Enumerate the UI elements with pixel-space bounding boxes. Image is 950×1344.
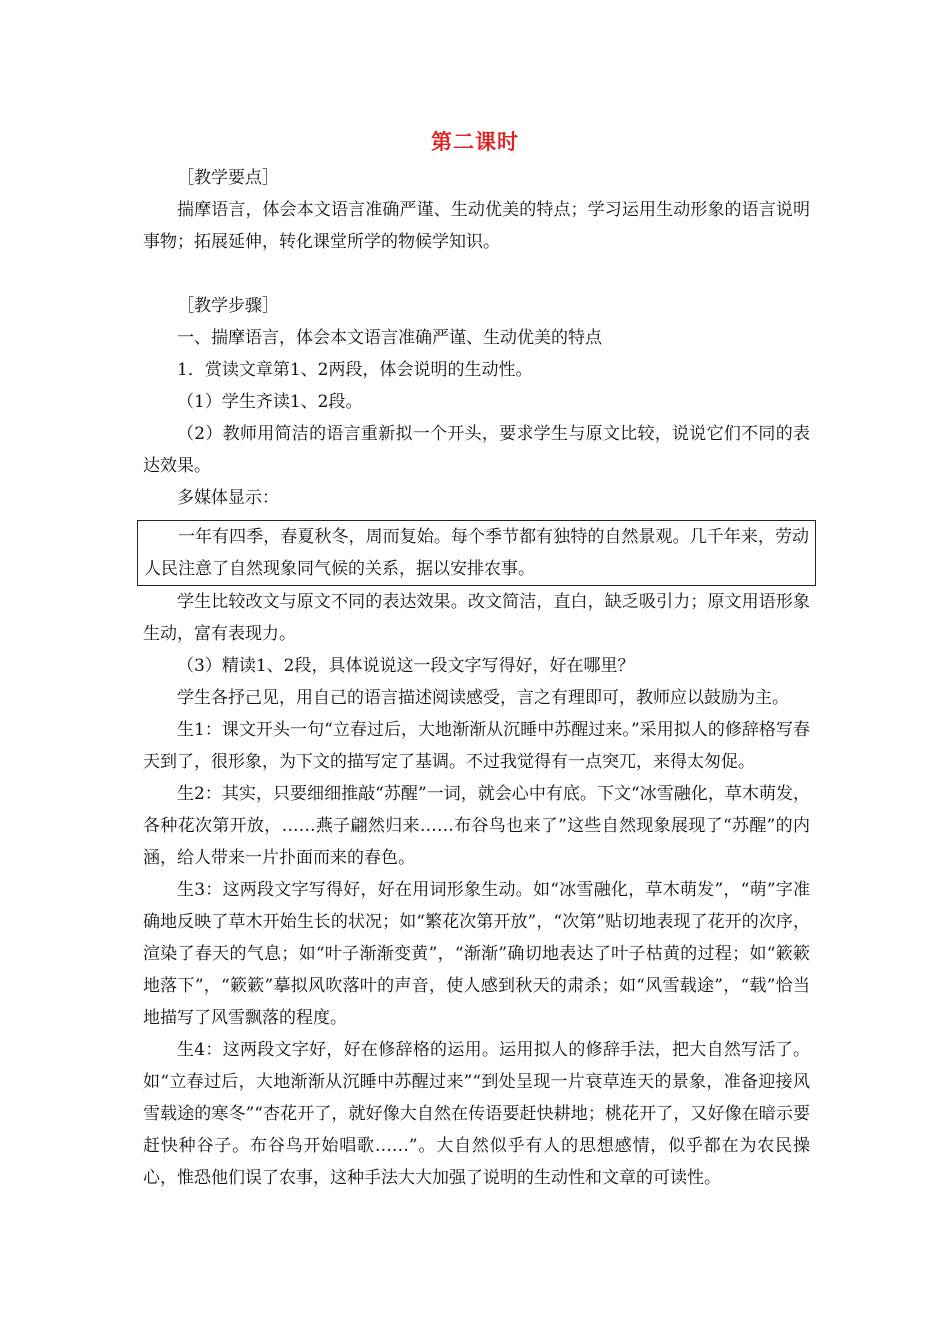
student-answer: 生4：这两段文字好，好在修辞格的运用。运用拟人的修辞手法，把大自然写活了。如“立春过后，大地渐渐从沉睡中苏醒过来”“到处呈现一片衰草连天的景象，准备迎接风雪载途的寒冬”“杏花开了，就好像大自然在传语要赶快耕地；桃花开了，又好像在暗示要赶快种谷子。布谷鸟开始唱歌……”。大自然似乎有人的思想感情，似乎都在为农民操心，惟恐他们误了农事，这种手法大大加强了说明的生动性和文章的可读性。 xyxy=(143,1040,810,1188)
student-answer: 生3：这两段文字写得好，好在用词形象生动。如“冰雪融化，草木萌发”，“萌”字准确地反映了草木开始生长的状况；如“繁花次第开放”，“次第”贴切地表现了花开的次序，渲染了春天的气息；如“叶子渐渐变黄”，“渐渐”确切地表达了叶子枯黄的过程；如“簌簌地落下”，“簌簌”摹拟风吹落叶的声音，使人感到秋天的肃杀；如“风雪载途”，“载”恰当地描写了风雪飘落的程度。 xyxy=(143,880,810,1028)
paragraph: 学生各抒己见，用自己的语言描述阅读感受，言之有理即可，教师应以鼓励为主。 xyxy=(177,688,789,708)
key-points-text: 揣摩语言，体会本文语言准确严谨、生动优美的特点；学习运用生动形象的语言说明事物；拓展延伸，转化课堂所学的物候学知识。 xyxy=(143,200,810,252)
media-box-text: 一年有四季，春夏秋冬，周而复始。每个季节都有独特的自然景观。几千年来，劳动人民注意了自然现象同气候的关系，据以安排农事。 xyxy=(144,527,809,579)
media-display-box xyxy=(137,520,816,586)
lesson-content xyxy=(143,162,810,1194)
steps-heading: ［教学步骤］ xyxy=(177,296,279,316)
student-answer: 生1：课文开头一句“立春过后，大地渐渐从沉睡中苏醒过来。”采用拟人的修辞格写春天到了，很形象，为下文的描写定了基调。不过我觉得有一点突兀，来得太匆促。 xyxy=(143,720,810,772)
spacer xyxy=(143,258,810,290)
step-item: 1．赏读文章第1、2两段，体会说明的生动性。 xyxy=(177,360,533,380)
paragraph: 学生比较改文与原文不同的表达效果。改文简洁，直白，缺乏吸引力；原文用语形象生动，富有表现力。 xyxy=(143,592,810,644)
sub-step: （3）精读1、2段，具体说说这一段文字写得好，好在哪里？ xyxy=(177,656,635,676)
media-label: 多媒体显示： xyxy=(177,488,279,508)
sub-step: （2）教师用简洁的语言重新拟一个开头，要求学生与原文比较，说说它们不同的表达效果。 xyxy=(143,424,810,476)
lesson-title: 第二课时 xyxy=(431,129,519,154)
sub-step: （1）学生齐读1、2段。 xyxy=(177,392,363,412)
section-heading: 一、揣摩语言，体会本文语言准确严谨、生动优美的特点 xyxy=(177,328,602,348)
student-answer: 生2：其实，只要细细推敲“苏醒”一词，就会心中有底。下文“冰雪融化，草木萌发，各种花次第开放，……燕子翩然归来……布谷鸟也来了”这些自然现象展现了“苏醒”的内涵，给人带来一片扑面而来的春色。 xyxy=(143,784,810,868)
key-points-heading: ［教学要点］ xyxy=(177,168,279,188)
